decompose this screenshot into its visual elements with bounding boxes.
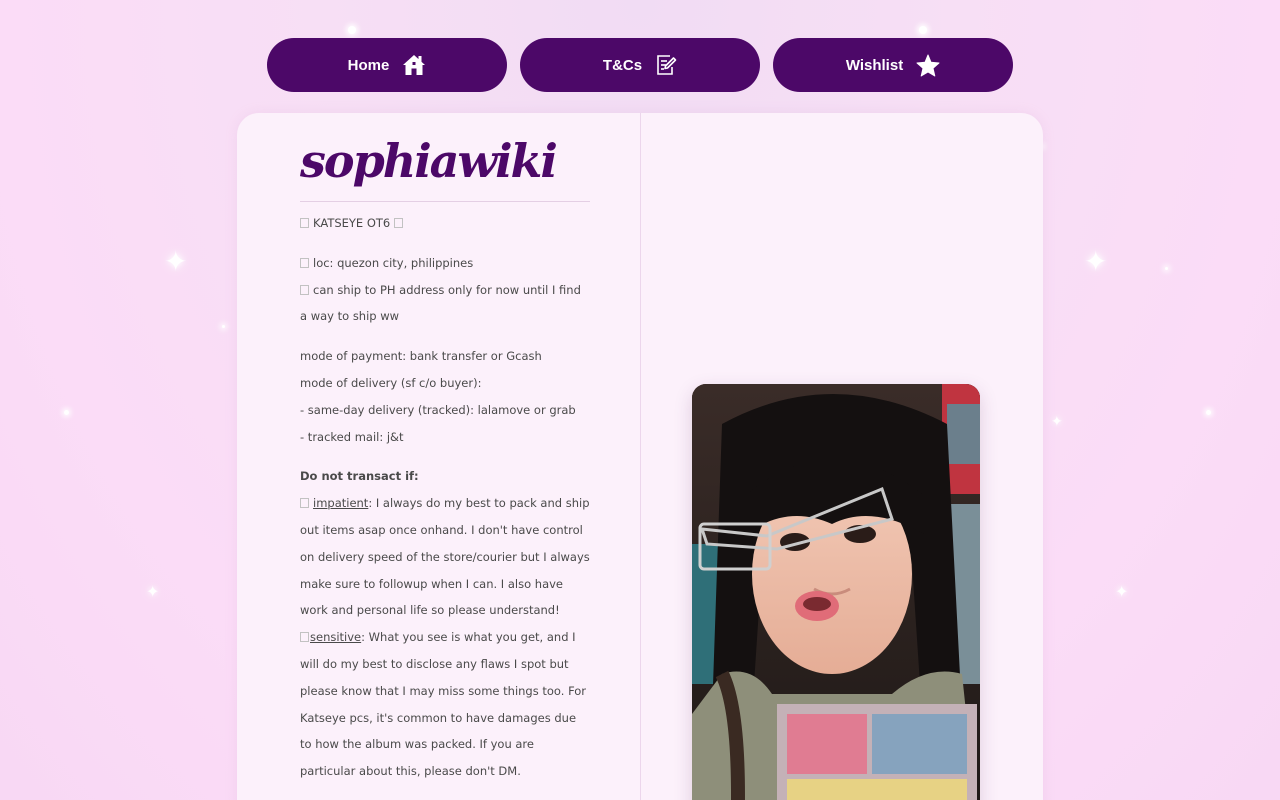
delivery-mode: mode of delivery (sf c/o buyer): xyxy=(300,375,482,390)
sparkle-dot xyxy=(1206,410,1211,415)
sparkle-dot xyxy=(1165,267,1168,270)
shipping-note-text: can ship to PH address only for now until I find a way to ship ww xyxy=(300,282,581,324)
emoji-placeholder-icon xyxy=(300,285,309,295)
page-title: sophiawiki xyxy=(300,131,590,202)
sparkle-decoration: ✦ xyxy=(1084,245,1108,278)
impatient-text: : I always do my best to pack and ship out items asap once onhand. I don't have control on delivery speed of the store/courier but I always make sure to followup when I can. I also have work and personal life so please understand! xyxy=(300,496,590,618)
emoji-placeholder-icon xyxy=(300,498,309,508)
home-icon xyxy=(402,54,426,76)
sparkle-dot xyxy=(64,410,69,415)
tnc-button[interactable] xyxy=(520,38,760,92)
sensitive-text: : What you see is what you get, and I will do my best to disclose any flaws I spot but please know that I may miss some things too. For Katseye pcs, it's common to have damages due to how the album was packed. If you are particular about this, please don't DM. xyxy=(300,630,587,779)
sparkle-dot xyxy=(348,26,356,34)
sensitive-link[interactable]: sensitive xyxy=(310,630,362,645)
emoji-placeholder-icon xyxy=(300,258,309,268)
sparkle-dot xyxy=(919,26,927,34)
sparkle-dot xyxy=(222,325,225,328)
top-nav xyxy=(267,38,1013,92)
sensitive-rule xyxy=(300,624,590,785)
wishlist-button-label: Wishlist xyxy=(845,56,904,74)
wishlist-button[interactable] xyxy=(773,38,1013,92)
sparkle-decoration: ✦ xyxy=(1051,414,1063,430)
home-button[interactable] xyxy=(267,38,507,92)
sparkle-decoration: ✦ xyxy=(164,245,188,278)
impatient-link[interactable]: impatient xyxy=(313,496,369,511)
do-not-transact-heading: Do not transact if: xyxy=(300,469,419,484)
emoji-placeholder-icon xyxy=(394,218,403,228)
profile-photo xyxy=(692,384,980,800)
tagline xyxy=(300,210,590,237)
column-divider xyxy=(640,113,641,800)
tracked-mail: - tracked mail: j&t xyxy=(300,429,404,444)
tagline-text: KATSEYE OT6 xyxy=(313,216,391,230)
location-line xyxy=(300,250,590,277)
profile-info xyxy=(300,131,590,785)
location-text: loc: quezon city, philippines xyxy=(313,255,474,270)
profile-photo-illustration xyxy=(692,384,980,800)
payment-mode: mode of payment: bank transfer or Gcash xyxy=(300,349,542,364)
star-icon xyxy=(916,54,940,77)
shipping-note xyxy=(300,277,590,331)
profile-card xyxy=(237,113,1043,800)
same-day-delivery: - same-day delivery (tracked): lalamove or grab xyxy=(300,402,576,417)
sparkle-decoration: ✦ xyxy=(1115,582,1129,601)
tnc-button-label: T&Cs xyxy=(602,56,643,74)
document-edit-icon xyxy=(655,54,677,76)
sparkle-decoration: ✦ xyxy=(146,582,160,601)
emoji-placeholder-icon xyxy=(300,218,309,228)
home-button-label: Home xyxy=(347,56,390,74)
impatient-rule xyxy=(300,490,590,624)
emoji-placeholder-icon xyxy=(300,632,309,642)
